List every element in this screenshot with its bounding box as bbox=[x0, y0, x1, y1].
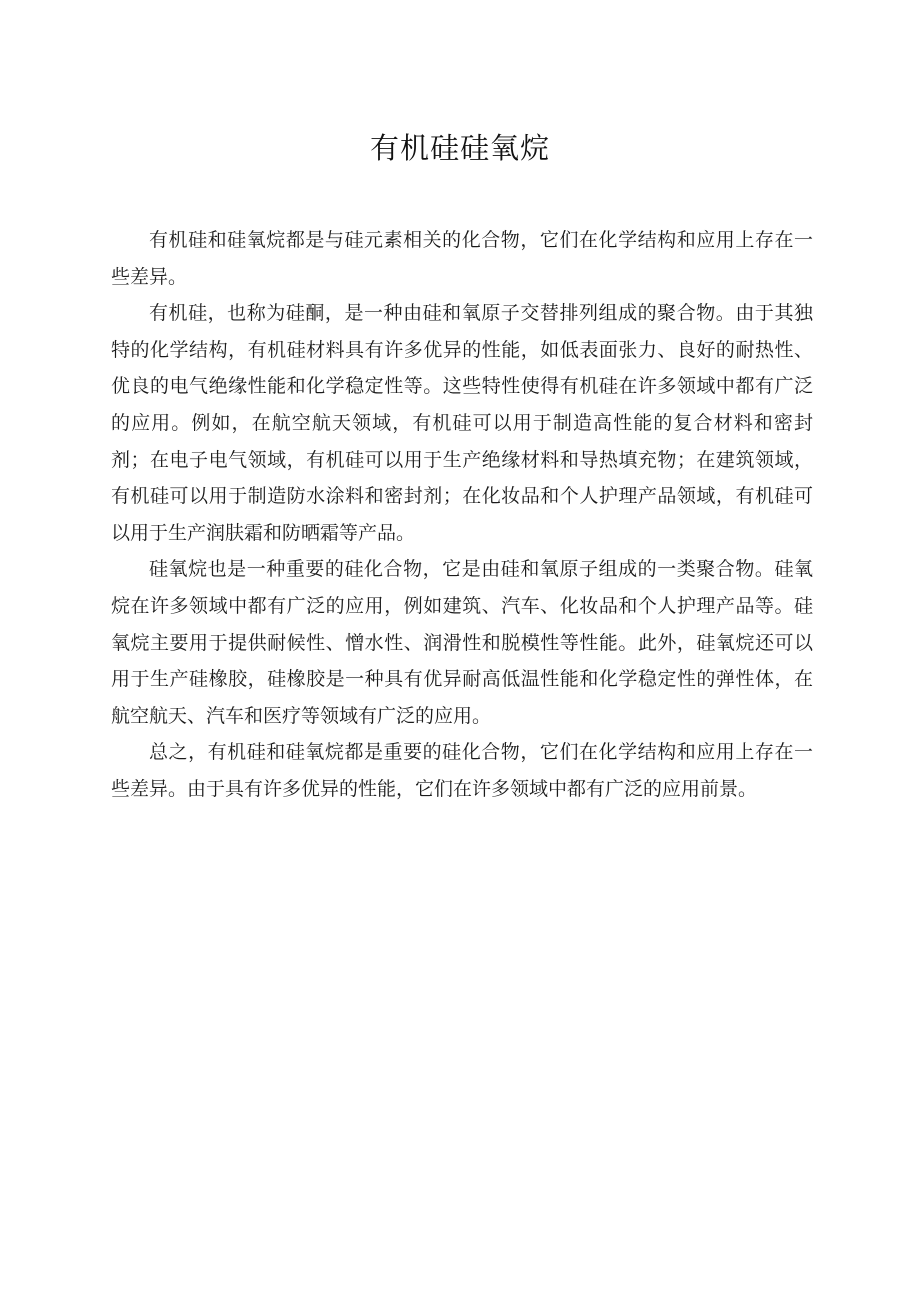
paragraph-conclusion: 总之，有机硅和硅氧烷都是重要的硅化合物，它们在化学结构和应用上存在一些差异。由于具有许多优异的性能，它们在许多领域中都有广泛的应用前景。 bbox=[111, 741, 813, 800]
document-body bbox=[111, 222, 813, 808]
paragraph-siloxane: 硅氧烷也是一种重要的硅化合物，它是由硅和氧原子组成的一类聚合物。硅氧烷在许多领域中都有广泛的应用，例如建筑、汽车、化妆品和个人护理产品等。硅氧烷主要用于提供耐候性、憎水性、润滑性和脱模性等性能。此外，硅氧烷还可以用于生产硅橡胶，硅橡胶是一种具有优异耐高低温性能和化学稳定性的弹性体，在航空航天、汽车和医疗等领域有广泛的应用。 bbox=[111, 558, 813, 727]
paragraph-intro: 有机硅和硅氧烷都是与硅元素相关的化合物，它们在化学结构和应用上存在一些差异。 bbox=[111, 229, 813, 288]
paragraph-organosilicon: 有机硅，也称为硅酮，是一种由硅和氧原子交替排列组成的聚合物。由于其独特的化学结构，有机硅材料具有许多优异的性能，如低表面张力、良好的耐热性、优良的电气绝缘性能和化学稳定性等。这些特性使得有机硅在许多领域中都有广泛的应用。例如，在航空航天领域，有机硅可以用于制造高性能的复合材料和密封剂；在电子电气领域，有机硅可以用于生产绝缘材料和导热填充物；在建筑领域，有机硅可以用于制造防水涂料和密封剂；在化妆品和个人护理产品领域，有机硅可以用于生产润肤霜和防晒霜等产品。 bbox=[111, 302, 813, 544]
document-title: 有机硅硅氧烷 bbox=[369, 131, 550, 165]
